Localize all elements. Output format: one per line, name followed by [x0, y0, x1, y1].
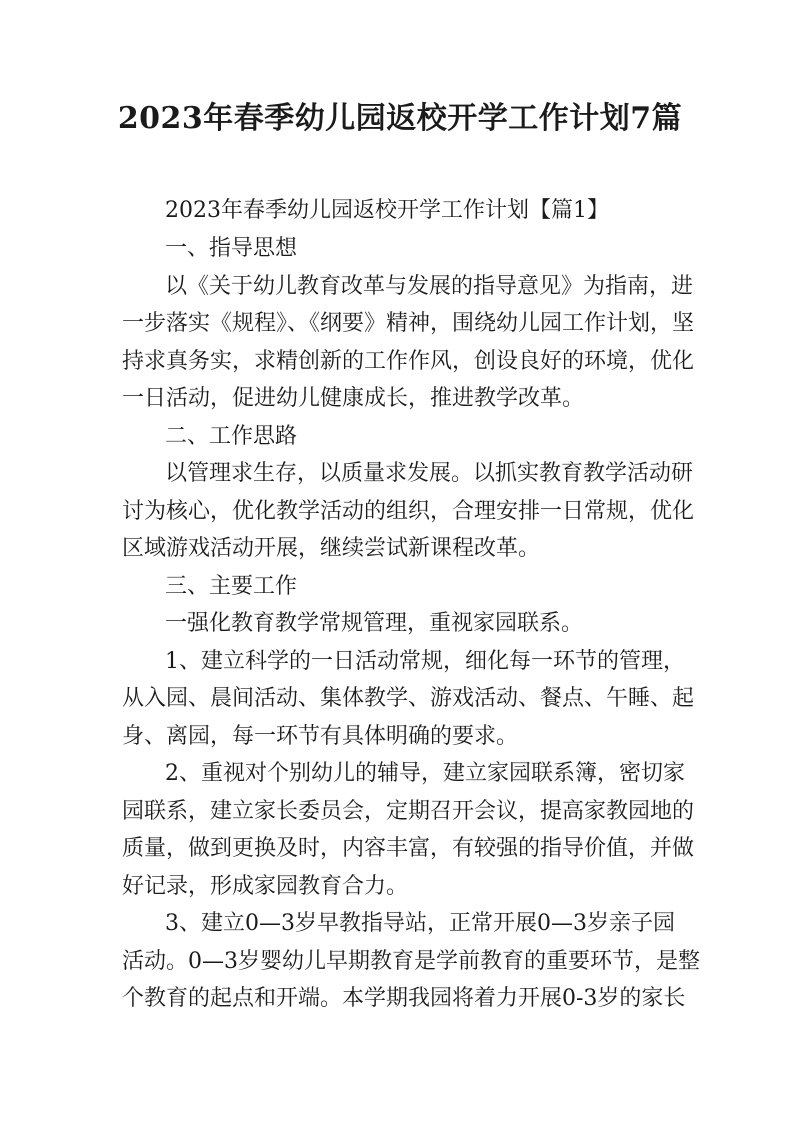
paragraph-line: 2、重视对个别幼儿的辅导，建立家园联系簿，密切家 [165, 761, 685, 786]
paragraph-line: 1、建立科学的一日活动常规，细化每一环节的管理， [165, 649, 685, 674]
section-heading: 2023年春季幼儿园返校开学工作计划【篇1】 [165, 198, 609, 223]
heading-main-work: 三、主要工作 [165, 574, 298, 599]
paragraph-line: 从入园、晨间活动、集体教学、游戏活动、餐点、午睡、起 [122, 686, 695, 711]
paragraph-line: 园联系，建立家长委员会，定期召开会议，提高家教园地的 [122, 799, 695, 824]
paragraph-line: 一日活动，促进幼儿健康成长，推进教学改革。 [122, 386, 585, 411]
paragraph-line: 活动。0—3岁婴幼儿早期教育是学前教育的重要环节，是整 [122, 949, 700, 974]
paragraph-line: 质量，做到更换及时，内容丰富，有较强的指导价值，并做 [122, 836, 695, 861]
document-title: 2023年春季幼儿园返校开学工作计划7篇 [117, 101, 683, 136]
paragraph-line: 区域游戏活动开展，继续尝试新课程改革。 [122, 536, 541, 561]
paragraph-line: 一强化教育教学常规管理，重视家园联系。 [165, 611, 584, 636]
heading-guiding-ideology: 一、指导思想 [165, 236, 298, 261]
paragraph-line: 身、离园，每一环节有具体明确的要求。 [122, 724, 519, 749]
paragraph-line: 以管理求生存，以质量求发展。以抓实教育教学活动研 [165, 461, 694, 486]
heading-work-approach: 二、工作思路 [165, 424, 298, 449]
paragraph-line: 以《关于幼儿教育改革与发展的指导意见》为指南，进 [165, 274, 694, 299]
paragraph-line: 个教育的起点和开端。本学期我园将着力开展0-3岁的家长 [122, 986, 686, 1011]
paragraph-line: 3、建立0—3岁早教指导站，正常开展0—3岁亲子园 [165, 911, 675, 936]
paragraph-line: 一步落实《规程》、《纲要》精神，围绕幼儿园工作计划，坚 [122, 311, 695, 336]
paragraph-line: 持求真务实，求精创新的工作作风，创设良好的环境，优化 [122, 349, 695, 374]
paragraph-line: 讨为核心，优化教学活动的组织，合理安排一日常规，优化 [122, 499, 695, 524]
paragraph-line: 好记录，形成家园教育合力。 [122, 874, 409, 899]
